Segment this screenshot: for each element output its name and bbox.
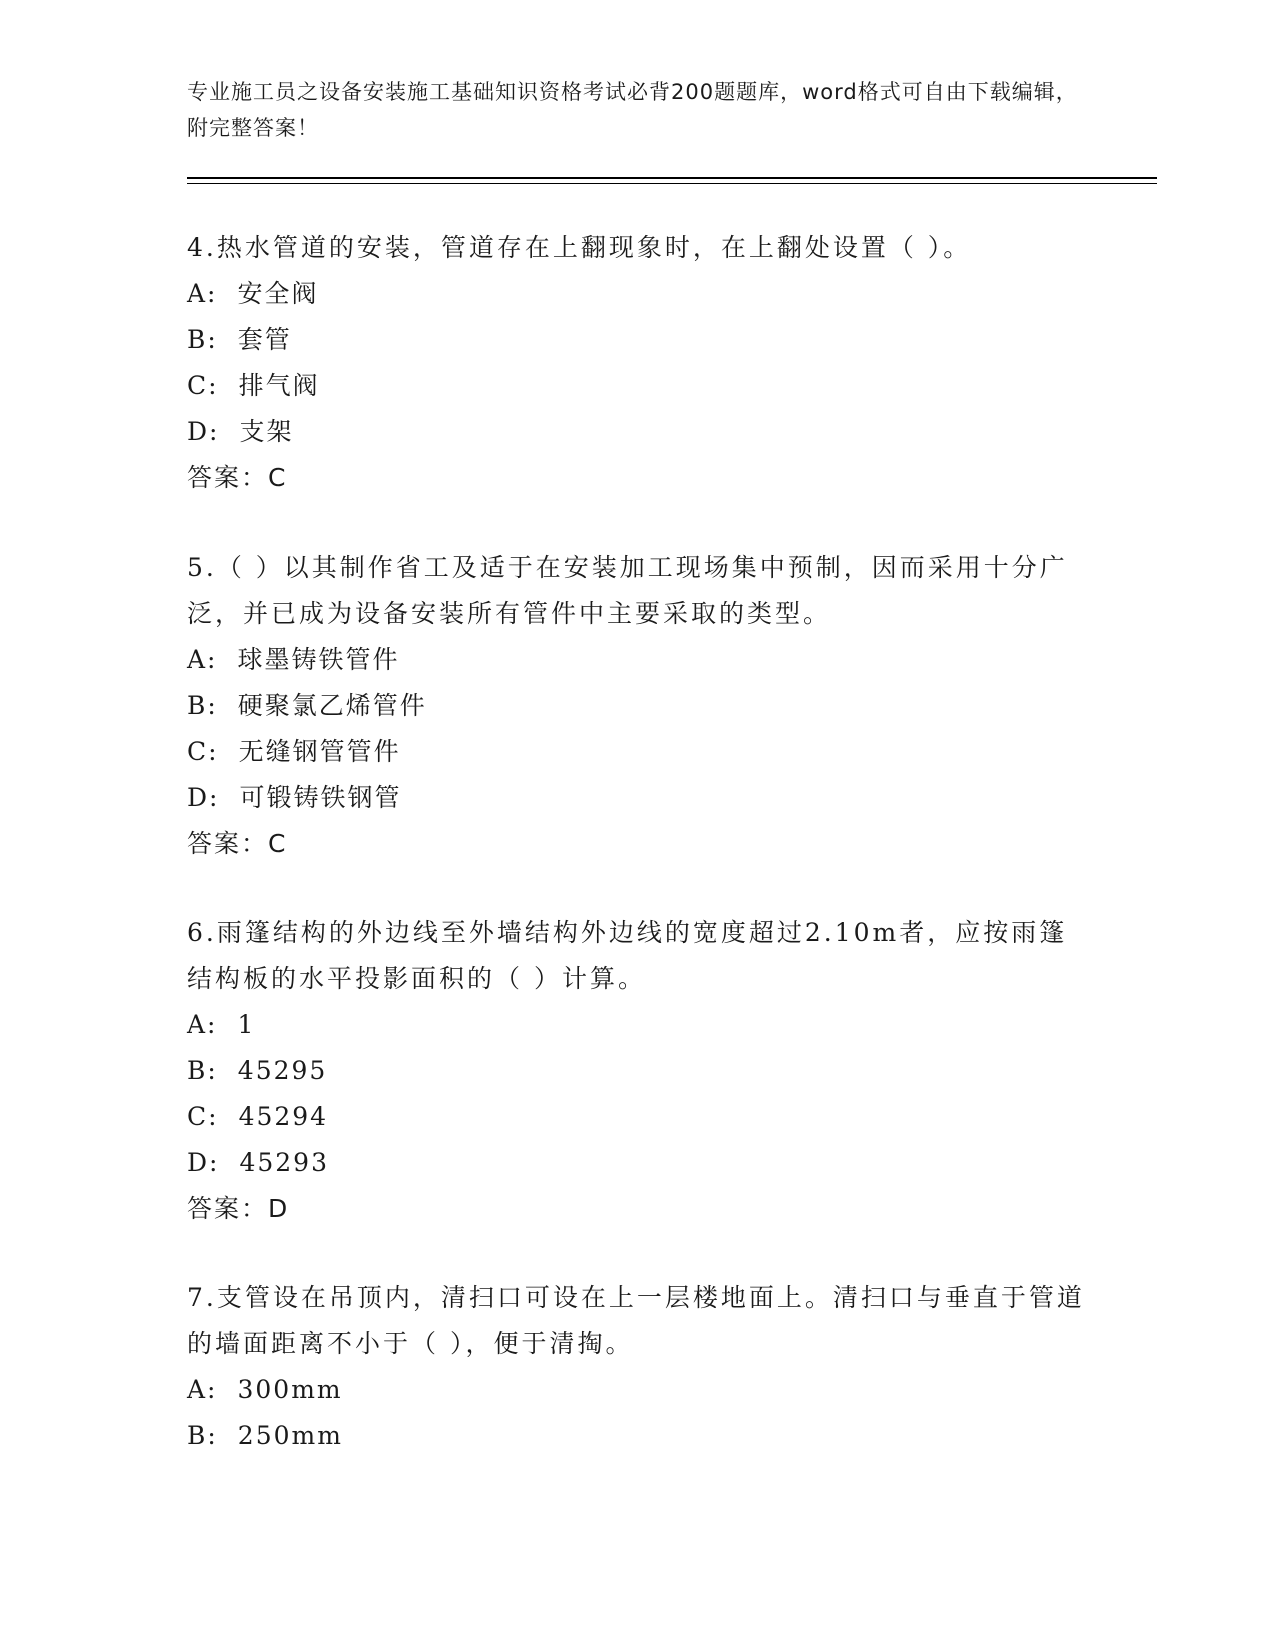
option-text: 250mm: [237, 1421, 343, 1450]
header-divider-thin: [187, 183, 1157, 184]
option-letter: C:: [187, 737, 219, 766]
question-7: [187, 1275, 1087, 1459]
question-stem: 5.（ ）以其制作省工及适于在安装加工现场集中预制，因而采用十分广泛，并已成为设备安装所有管件中主要采取的类型。: [187, 553, 1068, 628]
option-letter: B:: [187, 1056, 218, 1085]
question-5: [187, 545, 1087, 867]
option-letter: C:: [187, 371, 219, 400]
option-letter: C:: [187, 1102, 219, 1131]
option-c: [187, 363, 1087, 409]
option-text: 1: [237, 1010, 256, 1039]
option-letter: B:: [187, 691, 218, 720]
option-d: [187, 409, 1087, 455]
option-b: [187, 317, 1087, 363]
option-a: [187, 637, 1087, 683]
option-letter: B:: [187, 325, 218, 354]
option-a: [187, 1002, 1087, 1048]
option-b: [187, 683, 1087, 729]
question-6: [187, 910, 1087, 1232]
question-4: [187, 225, 1087, 501]
option-text: 硬聚氯乙烯管件: [237, 691, 427, 720]
option-letter: A:: [187, 1375, 218, 1404]
option-a: [187, 1367, 1087, 1413]
option-text: 排气阀: [238, 371, 320, 400]
option-d: [187, 1140, 1087, 1186]
option-text: 45295: [237, 1056, 328, 1085]
option-text: 可锻铸铁钢管: [239, 783, 402, 812]
option-text: 套管: [237, 325, 292, 354]
option-c: [187, 729, 1087, 775]
option-text: 45293: [239, 1148, 329, 1177]
question-stem: 6.雨篷结构的外边线至外墙结构外边线的宽度超过2.10m者，应按雨篷结构板的水平投影面积的（ ）计算。: [187, 918, 1068, 993]
option-letter: D:: [187, 783, 220, 812]
question-stem: 7.支管设在吊顶内，清扫口可设在上一层楼地面上。清扫口与垂直于管道的墙面距离不小于（ ），便于清掏。: [187, 1283, 1085, 1358]
option-letter: D:: [187, 1148, 220, 1177]
option-letter: B:: [187, 1421, 218, 1450]
option-b: [187, 1048, 1087, 1094]
option-text: 300mm: [237, 1375, 343, 1404]
option-text: 安全阀: [237, 279, 319, 308]
option-letter: A:: [187, 1010, 218, 1039]
document-header: 专业施工员之设备安装施工基础知识资格考试必背200题题库，word格式可自由下载编辑，附完整答案！: [187, 80, 1078, 140]
option-text: 球墨铸铁管件: [237, 645, 400, 674]
answer-line: 答案：D: [187, 1194, 290, 1223]
option-letter: D:: [187, 417, 220, 446]
option-letter: A:: [187, 645, 218, 674]
option-d: [187, 775, 1087, 821]
option-text: 45294: [238, 1102, 329, 1131]
option-b: [187, 1413, 1087, 1459]
header-divider-thick: [187, 177, 1157, 179]
option-a: [187, 271, 1087, 317]
option-text: 支架: [239, 417, 294, 446]
answer-line: 答案：C: [187, 829, 288, 858]
question-stem: 4.热水管道的安装，管道存在上翻现象时，在上翻处设置（ ）。: [187, 233, 972, 262]
option-letter: A:: [187, 279, 218, 308]
answer-line: 答案：C: [187, 463, 288, 492]
option-c: [187, 1094, 1087, 1140]
option-text: 无缝钢管管件: [238, 737, 401, 766]
